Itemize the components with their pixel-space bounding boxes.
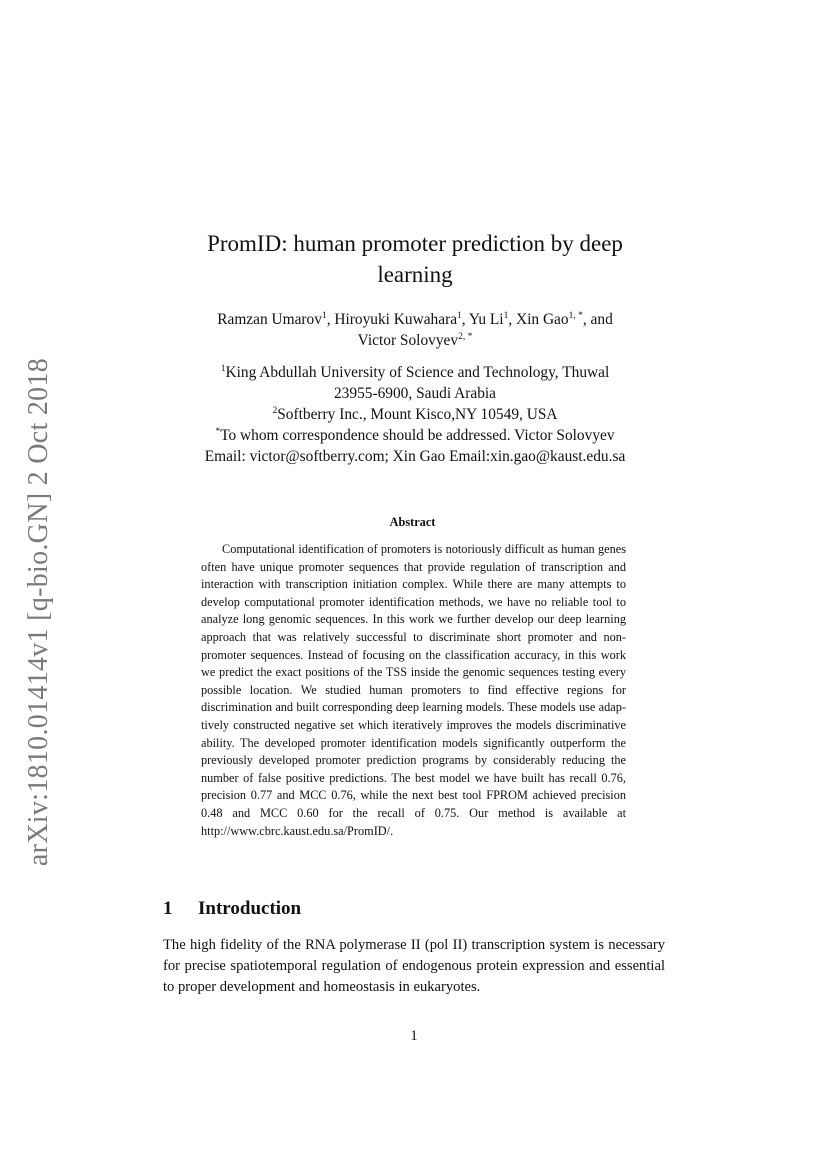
author-affiliation-mark: 1, * xyxy=(568,310,583,321)
affiliation-mark: 2 xyxy=(272,405,278,416)
section-title: Introduction xyxy=(198,898,302,919)
page-number: 1 xyxy=(410,1028,418,1044)
author-line-1 xyxy=(150,309,680,330)
arxiv-identifier[interactable]: arXiv:1810.01414v1 [q-bio.GN] 2 Oct 2018 xyxy=(23,357,54,867)
correspondence-mark: * xyxy=(215,426,221,437)
abstract-heading: Abstract xyxy=(389,515,436,529)
author-name: Victor Solovyev xyxy=(357,332,459,349)
affiliation-text: King Abdullah University of Science and Technology, Thuwal xyxy=(225,364,610,381)
title-line-2: learning xyxy=(377,262,453,287)
author-list xyxy=(150,309,680,351)
affiliation-text: Softberry Inc., Mount Kisco,NY 10549, USA xyxy=(277,406,558,423)
author-name: Ramzan Umarov xyxy=(217,311,322,328)
correspondence-note xyxy=(150,425,680,446)
abstract-text: Computational identification of promoters is notoriously difficult as human genes often have unique promoter sequences that provide regulation of transcription and interaction with transcription initiation complex. While there are many attempts to develop computational promoter identification methods, we have no reliable tool to analyze long genomic sequences. In this work we further develop our deep learning approach that was relatively successful to discriminate short promoter and non-promoter sequences. Instead of focusing on the classification accuracy, in this work we predict the exact positions of the TSS inside the genomic sequences testing every possible location. We studied human promoters to find effective regions for discrimination and built corresponding deep learning models. These models use adaptively constructed negative set which iteratively improves the models discriminative ability. The developed promoter identification models significantly outperform the previously developed promoter prediction programs by considerably reducing the number of false positive predictions. The best model we have built has recall 0.76, precision 0.77 and MCC 0.76, while the next best tool FPROM achieved precision 0.48 and MCC 0.60 for the recall of 0.75. Our method is available at http://www.cbrc.kaust.edu.sa/PromID/. xyxy=(201,542,626,838)
title-line-1: PromID: human promoter prediction by deep xyxy=(207,231,623,256)
section-number: 1 xyxy=(163,898,173,919)
author-name: , Hiroyuki Kuwahara xyxy=(326,311,458,328)
author-line-2 xyxy=(150,330,680,351)
affiliation-mark: 1 xyxy=(220,363,226,374)
author-name: , Xin Gao xyxy=(508,311,569,328)
section-heading-introduction xyxy=(163,898,301,920)
introduction-paragraph: The high fidelity of the RNA polymerase II (pol II) transcription system is necessary for precise spatiotemporal regulation of endogenous protein expression and essential to proper development and homeostasis in eukaryotes. xyxy=(163,937,665,995)
affiliation-1 xyxy=(150,362,680,383)
author-name: , Yu Li xyxy=(461,311,504,328)
correspondence-text: To whom correspondence should be addressed. Victor Solovyev xyxy=(220,427,615,444)
affiliations xyxy=(150,362,680,467)
author-affiliation-mark: 1 xyxy=(457,310,462,321)
paper-title xyxy=(160,228,670,290)
author-affiliation-mark: 1 xyxy=(503,310,509,321)
affiliation-2 xyxy=(150,404,680,425)
contact-emails: Email: victor@softberry.com; Xin Gao Email:xin.gao@kaust.edu.sa xyxy=(204,448,626,465)
affiliation-1-cont: 23955-6900, Saudi Arabia xyxy=(333,385,496,402)
author-conjunction: , and xyxy=(582,311,613,328)
author-affiliation-mark: 2, * xyxy=(458,331,473,342)
author-affiliation-mark: 1 xyxy=(321,310,327,321)
